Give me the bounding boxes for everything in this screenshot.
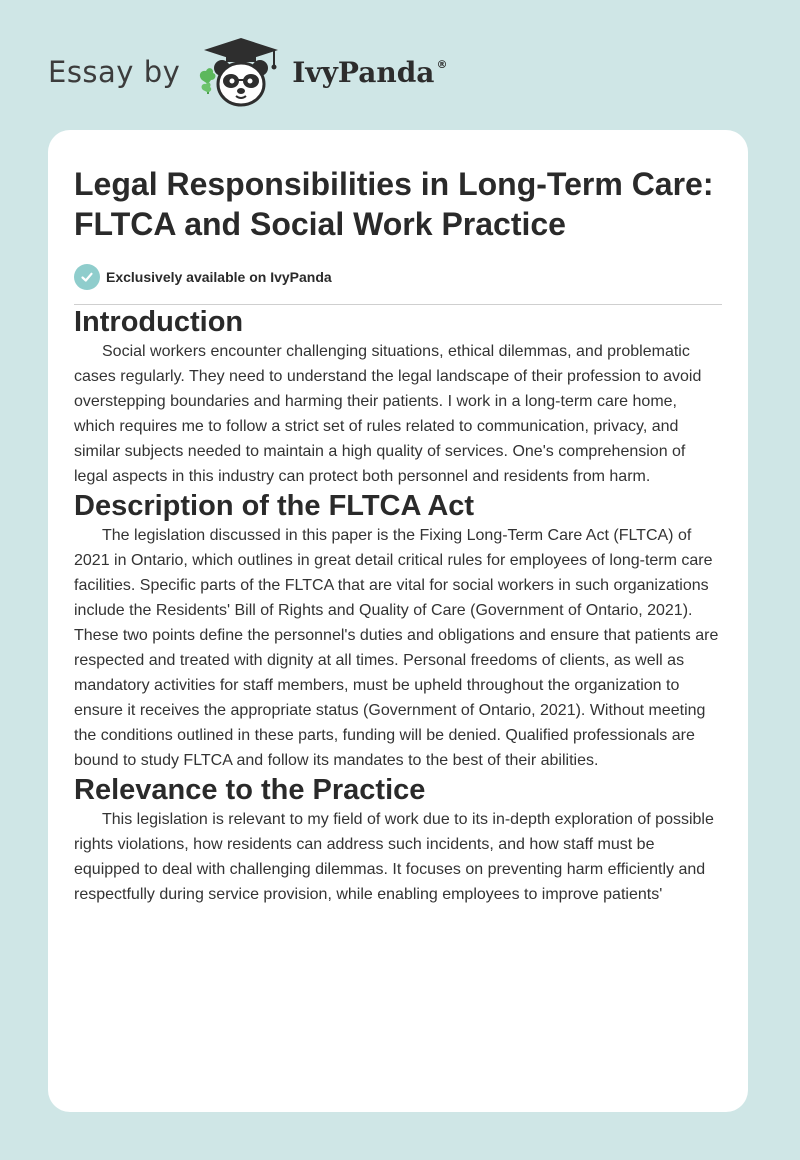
brand-name bbox=[292, 56, 447, 89]
section-body-introduction: Social workers encounter challenging situations, ethical dilemmas, and problematic cases regularly. They need to understand the legal landscape of their profession to avoid overstepping boundaries and harming their patients. I work in a long-term care home, which requires me to follow a strict set of rules related to communication, privacy, and similar subjects needed to maintain a high quality of services. One's comprehension of legal aspects in this industry can protect both personnel and residents from harm. bbox=[74, 343, 702, 485]
essay-content bbox=[74, 164, 722, 907]
section-heading-description: Description of the FLTCA Act bbox=[74, 490, 475, 522]
ivypanda-logo[interactable] bbox=[196, 36, 447, 108]
site-header bbox=[48, 36, 447, 108]
brand-text: IvyPanda bbox=[292, 55, 435, 89]
section-heading-introduction: Introduction bbox=[74, 306, 244, 338]
section-body-relevance: This legislation is relevant to my field of work due to its in-depth exploration of possible rights violations, how residents can address such incidents, and how staff must be equipped to deal with challenging dilemmas. It focuses on preventing harm efficiently and respectfully during service provision, while enabling employees to improve patients' bbox=[74, 811, 714, 903]
exclusive-badge bbox=[74, 264, 722, 290]
registered-mark: ® bbox=[436, 57, 448, 71]
check-circle-icon bbox=[74, 264, 100, 290]
panda-graduate-logo-icon bbox=[196, 36, 286, 108]
section-body-description: The legislation discussed in this paper is the Fixing Long-Term Care Act (FLTCA) of 2021 in Ontario, which outlines in great detail critical rules for employees of long-term care facilities. Specific parts of the FLTCA that are vital for social workers in such organizations include the Residents' Bill of Rights and Quality of Care (Government of Ontario, 2021). These two points define the personnel's duties and obligations and ensure that patients are respected and treated with dignity at all times. Personal freedoms of clients, as well as mandatory activities for staff members, must be upheld throughout the organization to ensure it receives the appropriate status (Government of Ontario, 2021). Without meeting the conditions outlined in these parts, funding will be denied. Qualified professionals are bound to study FLTCA and follow its mandates to the best of their abilities. bbox=[74, 527, 719, 769]
essay-title: Legal Responsibilities in Long-Term Care: FLTCA and Social Work Practice bbox=[74, 166, 714, 242]
exclusive-badge-text: Exclusively available on IvyPanda bbox=[106, 269, 332, 285]
section-heading-relevance: Relevance to the Practice bbox=[74, 774, 426, 806]
essay-by-label: Essay by bbox=[48, 55, 181, 89]
essay-card bbox=[48, 130, 748, 1112]
